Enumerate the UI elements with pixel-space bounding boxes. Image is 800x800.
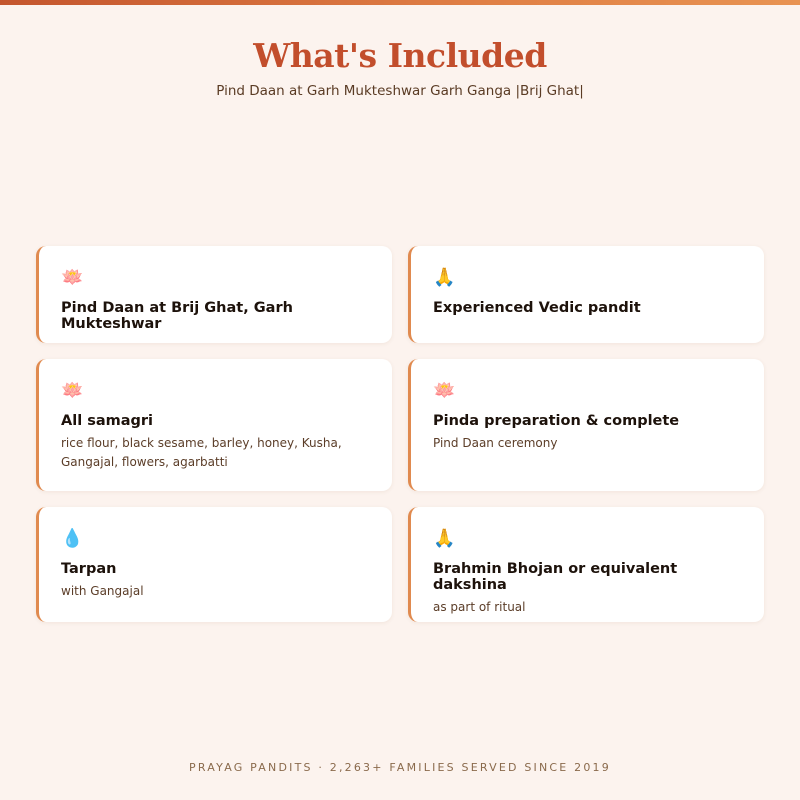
item-title: All samagri	[61, 413, 154, 429]
included-items-grid	[36, 246, 764, 622]
included-item-card	[36, 359, 392, 491]
lotus-icon: 🪷	[61, 380, 84, 401]
page-subtitle: Pind Daan at Garh Mukteshwar Garh Ganga |Brij Ghat|	[216, 83, 584, 99]
included-item-card	[408, 359, 764, 491]
included-item-card	[36, 246, 392, 343]
item-title: Pind Daan at Brij Ghat, Garh Mukteshwar	[61, 300, 293, 332]
page-title: What's Included	[253, 36, 547, 75]
lotus-icon: 🪷	[61, 267, 84, 288]
item-title: Tarpan	[61, 561, 117, 577]
item-description: rice flour, black sesame, barley, honey, Kusha, Gangajal, flowers, agarbatti	[61, 436, 342, 469]
folded-hands-icon: 🙏	[433, 267, 456, 288]
item-description: Pind Daan ceremony	[433, 436, 558, 450]
included-item-card	[408, 507, 764, 622]
item-description: with Gangajal	[61, 584, 144, 598]
item-description: as part of ritual	[433, 600, 526, 614]
item-title: Pinda preparation & complete	[433, 413, 680, 429]
included-item-card	[408, 246, 764, 343]
lotus-icon: 🪷	[433, 380, 456, 401]
included-item-card	[36, 507, 392, 622]
folded-hands-icon: 🙏	[433, 528, 456, 549]
item-title: Brahmin Bhojan or equivalent dakshina	[433, 561, 678, 593]
footer-tagline: PRAYAG PANDITS · 2,263+ FAMILIES SERVED SINCE 2019	[189, 761, 611, 774]
item-title: Experienced Vedic pandit	[433, 300, 641, 316]
droplet-icon: 💧	[61, 528, 84, 549]
top-accent-bar	[0, 0, 800, 5]
